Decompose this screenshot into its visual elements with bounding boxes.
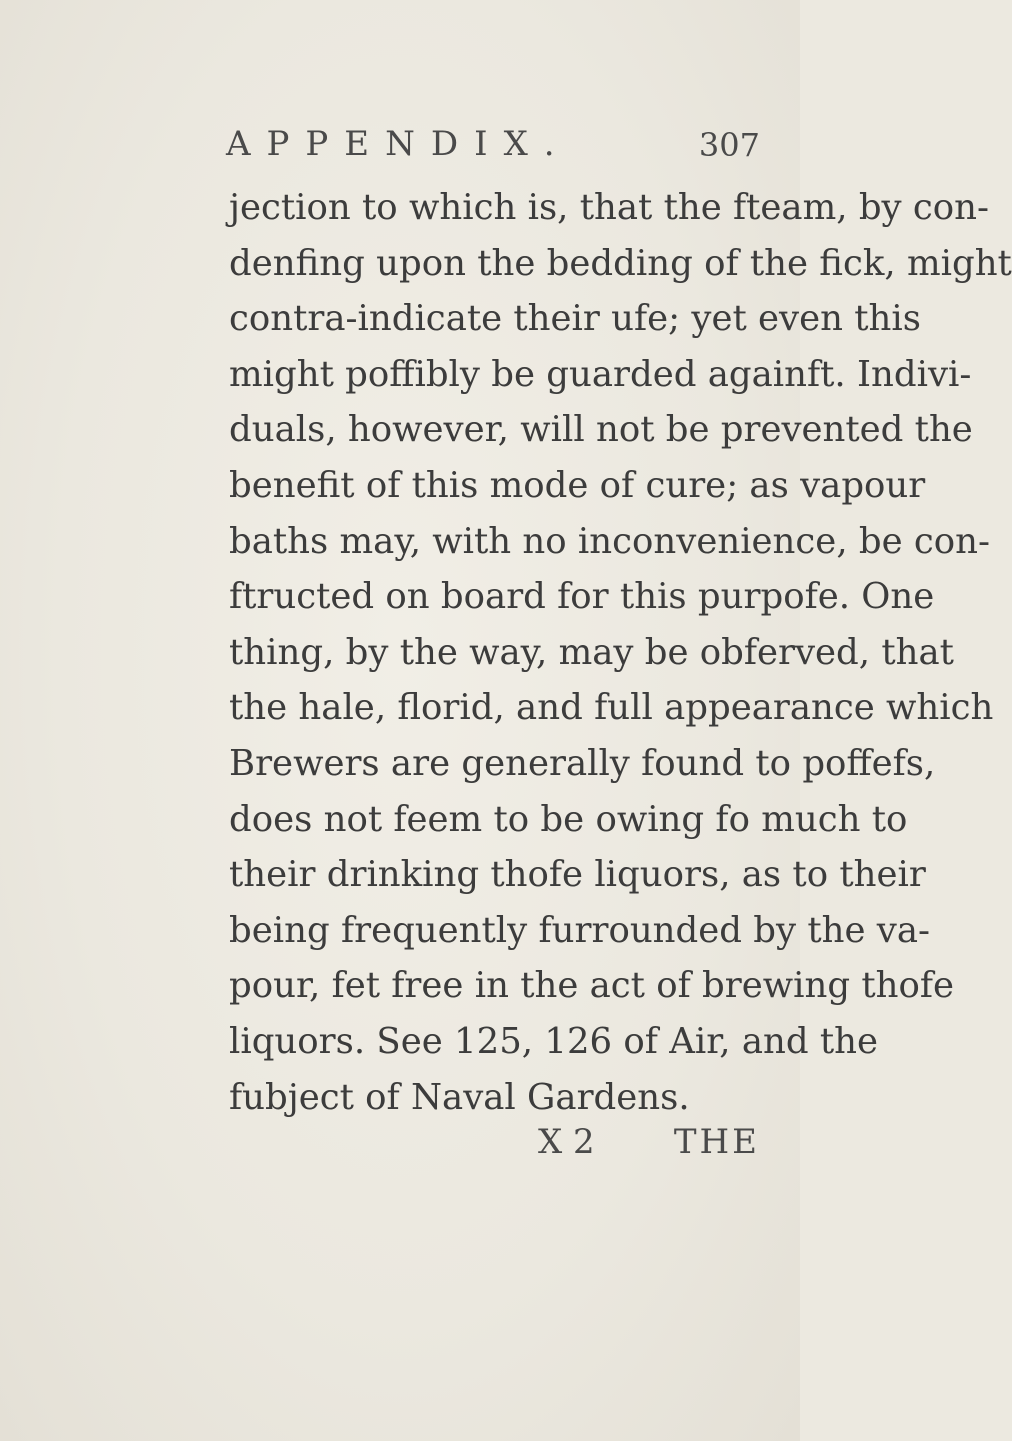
text-line: jection to which is, that the fteam, by con- xyxy=(229,187,989,228)
page-header xyxy=(226,124,760,172)
body-text xyxy=(229,180,1012,1125)
text-line: contra-indicate their ufe; yet even this xyxy=(229,298,921,340)
signature-mark: X 2 xyxy=(538,1122,595,1162)
running-head: APPENDIX. xyxy=(226,124,571,164)
text-line: being frequently furrounded by the va- xyxy=(229,909,930,951)
text-line: denfing upon the bedding of the fick, might xyxy=(229,242,1012,284)
text-line: liquors. See 125, 126 of Air, and the xyxy=(229,1020,879,1062)
text-line: might poffibly be guarded againft. Indivi- xyxy=(229,353,972,395)
text-line: their drinking thofe liquors, as to their xyxy=(229,854,926,896)
text-line: benefit of this mode of cure; as vapour xyxy=(229,464,926,506)
text-line: thing, by the way, may be obferved, that xyxy=(229,631,954,673)
text-line: duals, however, will not be prevented the xyxy=(229,409,973,451)
page-number: 307 xyxy=(698,126,760,164)
catchword: THE xyxy=(673,1122,760,1162)
text-line: fubject of Naval Gardens. xyxy=(229,1076,690,1118)
text-line: baths may, with no inconvenience, be con- xyxy=(229,520,991,562)
page-footer xyxy=(538,1122,760,1168)
text-line: pour, fet free in the act of brewing thofe xyxy=(229,965,954,1007)
text-line: ftructed on board for this purpofe. One xyxy=(229,576,935,618)
text-line: Brewers are generally found to poffefs, xyxy=(229,742,936,784)
text-line: the hale, florid, and full appearance which xyxy=(229,687,994,729)
text-line: does not feem to be owing fo much to xyxy=(229,798,908,840)
